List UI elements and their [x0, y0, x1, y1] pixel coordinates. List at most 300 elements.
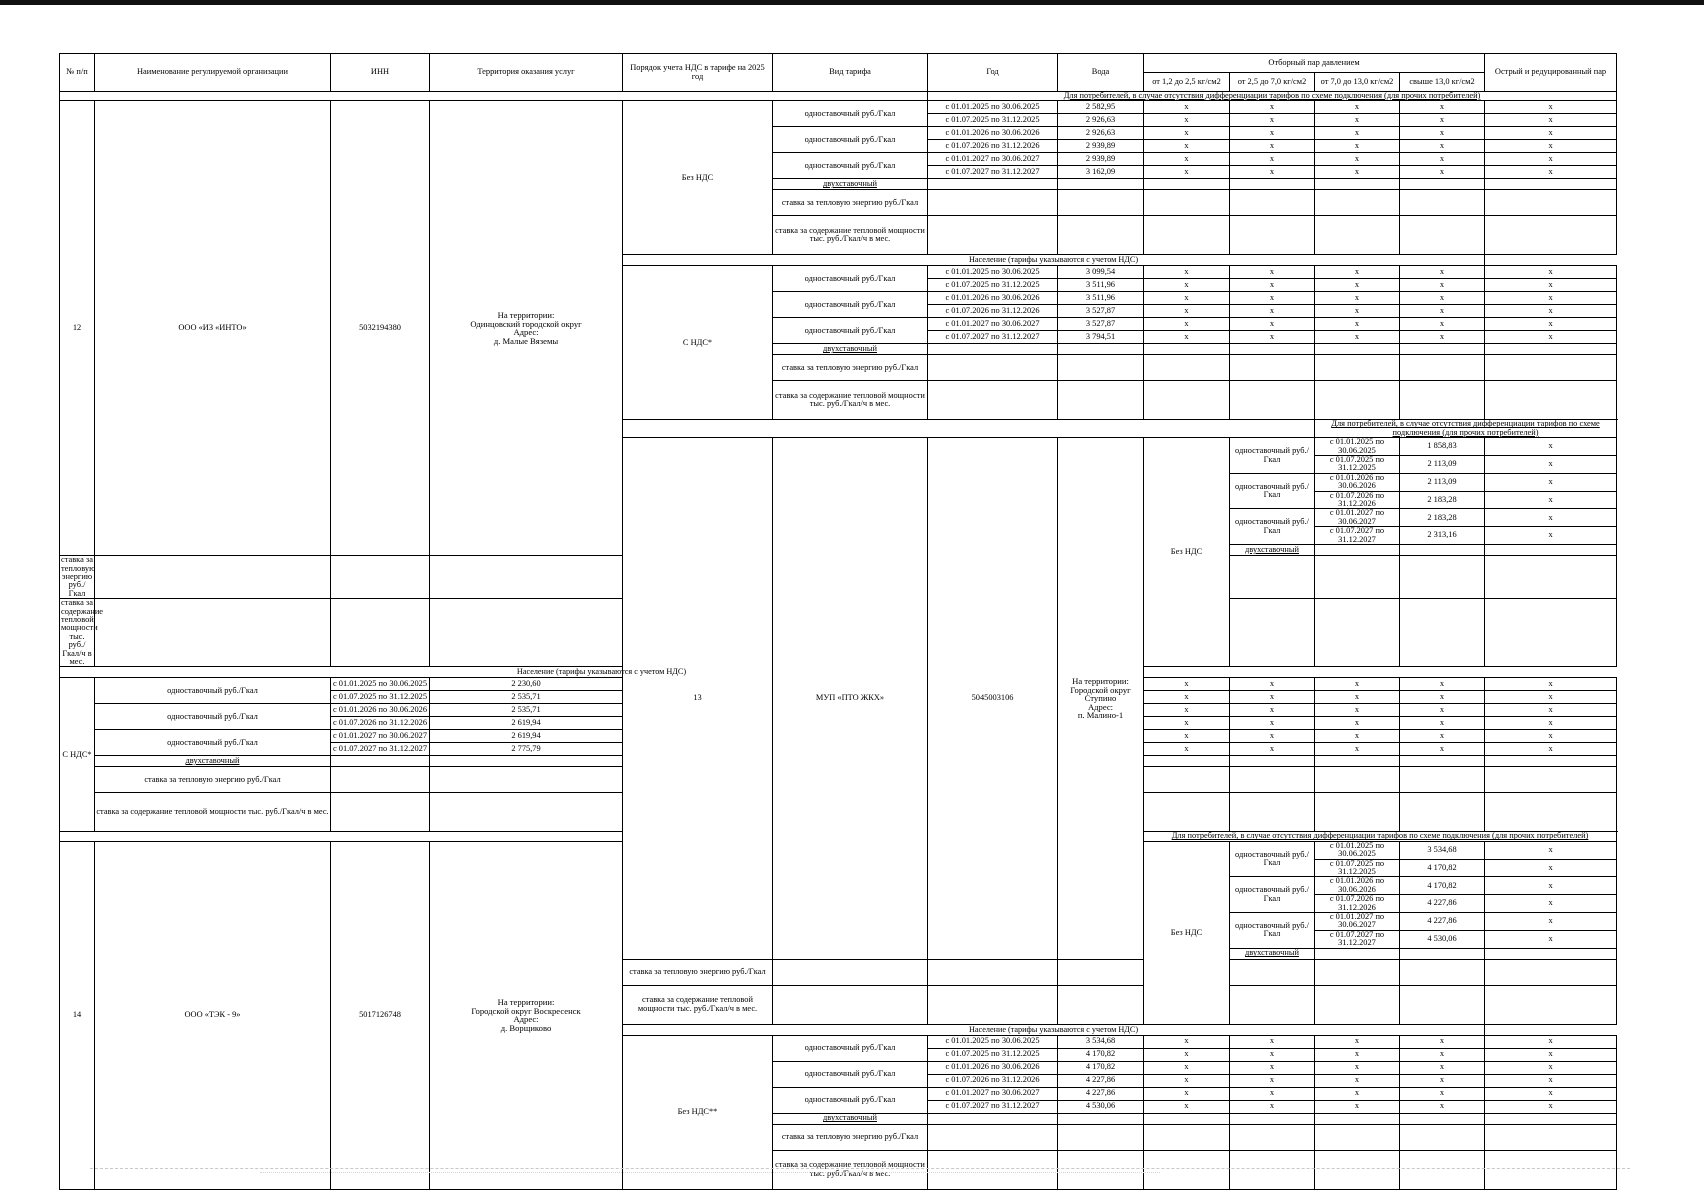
tariff-table — [59, 53, 1617, 1190]
empty-cell — [1230, 179, 1315, 190]
col-header-num: № п/п — [60, 54, 95, 92]
x-mark: х — [1400, 1061, 1485, 1074]
water-value: 2 230,60 — [430, 678, 623, 691]
col-header-org: Наименование регулируемой организации — [95, 54, 331, 92]
x-mark: х — [1144, 166, 1230, 179]
x-mark: х — [1485, 1048, 1617, 1061]
x-mark: х — [1400, 717, 1485, 730]
empty-cell — [1400, 545, 1485, 556]
x-mark: х — [1315, 305, 1400, 318]
empty-cell — [1400, 190, 1485, 216]
empty-cell — [1400, 1113, 1485, 1124]
x-mark: х — [1400, 331, 1485, 344]
period-cell: с 01.01.2025 по 30.06.2025 — [331, 678, 430, 691]
x-mark: х — [1400, 279, 1485, 292]
empty-cell — [1230, 190, 1315, 216]
empty-cell — [1400, 355, 1485, 381]
separator-cell — [60, 92, 928, 101]
empty-cell — [928, 179, 1058, 190]
x-mark: х — [1315, 1087, 1400, 1100]
period-cell: с 01.07.2026 по 31.12.2026 — [331, 717, 430, 730]
period-cell: с 01.07.2025 по 31.12.2025 — [928, 114, 1058, 127]
water-value: 4 170,82 — [1400, 877, 1485, 895]
tariff-single: одноставочный руб./Гкал — [773, 1087, 928, 1113]
x-mark: х — [1400, 691, 1485, 704]
empty-cell — [1230, 1124, 1315, 1150]
period-cell: с 01.01.2025 по 30.06.2025 — [928, 1035, 1058, 1048]
empty-cell — [1400, 1124, 1485, 1150]
x-mark: х — [1230, 1035, 1315, 1048]
x-mark: х — [1485, 1035, 1617, 1048]
water-value: 4 170,82 — [1400, 859, 1485, 877]
water-value: 3 511,96 — [1058, 279, 1144, 292]
org-inn: 5017126748 — [331, 841, 430, 1189]
separator-row — [60, 92, 1617, 101]
empty-cell — [1485, 381, 1617, 420]
period-cell: с 01.07.2025 по 31.12.2025 — [928, 1048, 1058, 1061]
org-territory: На территории: Одинцовский городской округ Адрес: д. Малые Вяземы — [430, 101, 623, 556]
x-mark: х — [1485, 331, 1617, 344]
empty-cell — [1400, 216, 1485, 255]
empty-cell — [1485, 948, 1617, 959]
tariff-single: одноставочный руб./Гкал — [773, 101, 928, 127]
x-mark: х — [1144, 127, 1230, 140]
empty-cell — [1230, 556, 1315, 599]
empty-cell — [1144, 1113, 1230, 1124]
water-value: 3 099,54 — [1058, 266, 1144, 279]
x-mark: х — [1144, 678, 1230, 691]
tariff-energy-rate: ставка за тепловую энергию руб./Гкал — [773, 1124, 928, 1150]
empty-cell — [1315, 756, 1400, 767]
org-name: МУП «ПТО ЖКХ» — [773, 438, 928, 959]
x-mark: х — [1485, 913, 1617, 931]
x-mark: х — [1230, 266, 1315, 279]
col-header-pressure-2: от 2,5 до 7,0 кг/см2 — [1230, 73, 1315, 92]
x-mark: х — [1485, 456, 1617, 474]
empty-cell — [430, 793, 623, 832]
x-mark: х — [1485, 1100, 1617, 1113]
x-mark: х — [1485, 509, 1617, 527]
period-cell: с 01.01.2026 по 30.06.2026 — [928, 292, 1058, 305]
water-value: 3 527,87 — [1058, 318, 1144, 331]
period-cell: с 01.01.2026 по 30.06.2026 — [1315, 877, 1400, 895]
x-mark: х — [1315, 166, 1400, 179]
x-mark: х — [1230, 114, 1315, 127]
vat-order: Без НДС — [1144, 841, 1230, 1024]
empty-cell — [331, 556, 430, 599]
section-header-population: Население (тарифы указываются с учетом НДС) — [623, 1024, 1485, 1035]
empty-cell — [1058, 344, 1144, 355]
tariff-energy-rate: ставка за тепловую энергию руб./Гкал — [773, 355, 928, 381]
empty-cell — [430, 556, 623, 599]
empty-cell — [1485, 556, 1617, 599]
tariff-capacity-rate: ставка за содержание тепловой мощности тыс. руб./Гкал/ч в мес. — [95, 793, 331, 832]
separator-row — [60, 832, 1617, 841]
empty-cell — [928, 344, 1058, 355]
empty-cell — [1485, 545, 1617, 556]
period-cell: с 01.07.2027 по 31.12.2027 — [928, 1100, 1058, 1113]
empty-cell — [928, 1113, 1058, 1124]
empty-cell — [1144, 1124, 1230, 1150]
org-inn: 5032194380 — [331, 101, 430, 556]
vat-order: С НДС* — [623, 266, 773, 420]
x-mark: х — [1400, 730, 1485, 743]
x-mark: х — [1485, 704, 1617, 717]
water-value: 3 511,96 — [1058, 292, 1144, 305]
empty-cell — [1400, 344, 1485, 355]
water-value: 2 535,71 — [430, 691, 623, 704]
x-mark: х — [1144, 1035, 1230, 1048]
x-mark: х — [1230, 331, 1315, 344]
x-mark: х — [1485, 166, 1617, 179]
x-mark: х — [1485, 292, 1617, 305]
empty-cell — [1315, 190, 1400, 216]
x-mark: х — [1400, 1048, 1485, 1061]
empty-cell — [1315, 216, 1400, 255]
empty-cell — [928, 190, 1058, 216]
x-mark: х — [1485, 841, 1617, 859]
x-mark: х — [1485, 717, 1617, 730]
col-header-territory: Территория оказания услуг — [430, 54, 623, 92]
water-value: 2 113,09 — [1400, 473, 1485, 491]
empty-cell — [1230, 355, 1315, 381]
water-value: 1 858,83 — [1400, 438, 1485, 456]
org-number: 13 — [623, 438, 773, 959]
period-cell: с 01.07.2027 по 31.12.2027 — [1315, 930, 1400, 948]
empty-cell — [1485, 599, 1617, 667]
section-header-population: Население (тарифы указываются с учетом НДС) — [623, 255, 1485, 266]
x-mark: х — [1144, 101, 1230, 114]
x-mark: х — [1485, 1074, 1617, 1087]
empty-cell — [1315, 985, 1400, 1024]
tariff-single: одноставочный руб./Гкал — [1230, 913, 1315, 949]
x-mark: х — [1144, 704, 1230, 717]
tariff-energy-rate: ставка за тепловую энергию руб./Гкал — [61, 555, 96, 598]
tariff-two-part: двухставочный — [95, 756, 331, 767]
empty-cell — [1400, 556, 1485, 599]
period-cell: с 01.01.2027 по 30.06.2027 — [928, 153, 1058, 166]
x-mark: х — [1485, 305, 1617, 318]
water-value: 4 227,86 — [1058, 1074, 1144, 1087]
period-cell: с 01.07.2026 по 31.12.2026 — [928, 1074, 1058, 1087]
x-mark: х — [1230, 166, 1315, 179]
empty-cell — [1315, 1113, 1400, 1124]
period-cell: с 01.07.2027 по 31.12.2027 — [928, 331, 1058, 344]
empty-cell — [928, 355, 1058, 381]
empty-cell — [1230, 1113, 1315, 1124]
empty-cell — [95, 599, 331, 667]
col-header-water: Вода — [1058, 54, 1144, 92]
water-value: 2 775,79 — [430, 743, 623, 756]
empty-cell — [1058, 985, 1144, 1024]
period-cell: с 01.01.2026 по 30.06.2026 — [928, 127, 1058, 140]
org-inn: 5045003106 — [928, 438, 1058, 959]
x-mark: х — [1485, 127, 1617, 140]
empty-cell — [1315, 381, 1400, 420]
empty-cell — [1230, 767, 1315, 793]
empty-cell — [1144, 793, 1230, 832]
water-value: 2 582,95 — [1058, 101, 1144, 114]
period-cell: с 01.01.2027 по 30.06.2027 — [928, 1087, 1058, 1100]
population-header-row — [60, 667, 1617, 678]
empty-cell — [1485, 793, 1617, 832]
tariff-single: одноставочный руб./Гкал — [773, 1061, 928, 1087]
x-mark: х — [1400, 266, 1485, 279]
period-cell: с 01.01.2025 по 30.06.2025 — [1315, 841, 1400, 859]
x-mark: х — [1144, 266, 1230, 279]
x-mark: х — [1144, 743, 1230, 756]
empty-cell — [1144, 190, 1230, 216]
tariff-single: одноставочный руб./Гкал — [1230, 841, 1315, 877]
col-header-pressure-1: от 1,2 до 2,5 кг/см2 — [1144, 73, 1230, 92]
x-mark: х — [1144, 691, 1230, 704]
tariff-single: одноставочный руб./Гкал — [773, 1035, 928, 1061]
tariff-single: одноставочный руб./Гкал — [773, 266, 928, 292]
x-mark: х — [1485, 318, 1617, 331]
empty-cell — [1315, 948, 1400, 959]
empty-cell — [1144, 767, 1230, 793]
x-mark: х — [1400, 140, 1485, 153]
tariff-capacity-rate: ставка за содержание тепловой мощности тыс. руб./Гкал/ч в мес. — [623, 985, 773, 1024]
x-mark: х — [1315, 127, 1400, 140]
empty-cell — [1144, 216, 1230, 255]
empty-cell — [1058, 1124, 1144, 1150]
empty-cell — [928, 959, 1058, 985]
vat-order: Без НДС** — [623, 1035, 773, 1189]
empty-cell — [1485, 344, 1617, 355]
water-value: 3 527,87 — [1058, 305, 1144, 318]
tariff-single: одноставочный руб./Гкал — [95, 704, 331, 730]
x-mark: х — [1485, 930, 1617, 948]
empty-cell — [1400, 599, 1485, 667]
period-cell: с 01.01.2027 по 30.06.2027 — [1315, 509, 1400, 527]
tariff-single: одноставочный руб./Гкал — [773, 292, 928, 318]
tariff-single: одноставочный руб./Гкал — [1230, 877, 1315, 913]
col-header-pressure-4: свыше 13,0 кг/см2 — [1400, 73, 1485, 92]
x-mark: х — [1144, 1087, 1230, 1100]
x-mark: х — [1485, 279, 1617, 292]
x-mark: х — [1400, 166, 1485, 179]
x-mark: х — [1144, 318, 1230, 331]
x-mark: х — [1315, 1048, 1400, 1061]
empty-cell — [928, 381, 1058, 420]
empty-cell — [1485, 190, 1617, 216]
x-mark: х — [1315, 1061, 1400, 1074]
x-mark: х — [1144, 1100, 1230, 1113]
tariff-single: одноставочный руб./Гкал — [773, 127, 928, 153]
vat-order: Без НДС — [1144, 438, 1230, 667]
period-cell: с 01.01.2025 по 30.06.2025 — [928, 101, 1058, 114]
period-cell: с 01.07.2027 по 31.12.2027 — [928, 166, 1058, 179]
x-mark: х — [1485, 114, 1617, 127]
empty-cell — [773, 959, 928, 985]
empty-cell — [1400, 179, 1485, 190]
empty-cell — [1400, 381, 1485, 420]
period-cell: с 01.07.2025 по 31.12.2025 — [331, 691, 430, 704]
x-mark: х — [1400, 743, 1485, 756]
empty-cell — [430, 767, 623, 793]
x-mark: х — [1144, 153, 1230, 166]
x-mark: х — [1230, 1061, 1315, 1074]
empty-cell — [1485, 767, 1617, 793]
empty-cell — [1230, 344, 1315, 355]
tariff-single: одноставочный руб./Гкал — [773, 153, 928, 179]
tariff-two-part: двухставочный — [773, 344, 928, 355]
empty-cell — [331, 793, 430, 832]
period-cell: с 01.07.2025 по 31.12.2025 — [1315, 456, 1400, 474]
org-name: ООО «ИЗ «ИНТО» — [95, 101, 331, 556]
x-mark: х — [1230, 153, 1315, 166]
x-mark: х — [1400, 1074, 1485, 1087]
x-mark: х — [1144, 279, 1230, 292]
x-mark: х — [1144, 292, 1230, 305]
empty-cell — [1315, 344, 1400, 355]
x-mark: х — [1485, 877, 1617, 895]
empty-cell — [1400, 767, 1485, 793]
water-value: 3 162,09 — [1058, 166, 1144, 179]
x-mark: х — [1144, 140, 1230, 153]
x-mark: х — [1230, 127, 1315, 140]
tariff-energy-rate: ставка за тепловую энергию руб./Гкал — [623, 959, 773, 985]
empty-cell — [1485, 216, 1617, 255]
period-cell: с 01.01.2025 по 30.06.2025 — [1315, 438, 1400, 456]
x-mark: х — [1144, 717, 1230, 730]
vat-order: Без НДС — [623, 101, 773, 255]
water-value: 2 535,71 — [430, 704, 623, 717]
water-value: 3 534,68 — [1058, 1035, 1144, 1048]
table-row — [60, 101, 1617, 114]
x-mark: х — [1230, 101, 1315, 114]
tariff-capacity-rate: ставка за содержание тепловой мощности тыс. руб./Гкал/ч в мес. — [773, 216, 928, 255]
x-mark: х — [1400, 1100, 1485, 1113]
water-value: 2 926,63 — [1058, 114, 1144, 127]
scan-artifact-line — [90, 1168, 1630, 1170]
period-cell: с 01.01.2027 по 30.06.2027 — [928, 318, 1058, 331]
water-value: 2 926,63 — [1058, 127, 1144, 140]
x-mark: х — [1315, 292, 1400, 305]
x-mark: х — [1230, 691, 1315, 704]
empty-cell — [1058, 216, 1144, 255]
x-mark: х — [1315, 730, 1400, 743]
x-mark: х — [1315, 318, 1400, 331]
x-mark: х — [1400, 318, 1485, 331]
empty-cell — [1315, 545, 1400, 556]
water-value: 4 227,86 — [1058, 1087, 1144, 1100]
empty-cell — [1058, 381, 1144, 420]
period-cell: с 01.01.2025 по 30.06.2025 — [928, 266, 1058, 279]
col-header-steam-group: Отборный пар давлением — [1144, 54, 1485, 73]
x-mark: х — [1315, 331, 1400, 344]
empty-cell — [1315, 767, 1400, 793]
separator-cell — [623, 420, 1315, 438]
x-mark: х — [1230, 743, 1315, 756]
x-mark: х — [1400, 114, 1485, 127]
x-mark: х — [1315, 266, 1400, 279]
empty-cell — [1315, 959, 1400, 985]
empty-cell — [1485, 756, 1617, 767]
org-territory: На территории: Городской округ Воскресенск Адрес: д. Ворщиково — [430, 841, 623, 1189]
x-mark: х — [1400, 292, 1485, 305]
empty-cell — [1144, 344, 1230, 355]
tariff-capacity-rate: ставка за содержание тепловой мощности тыс. руб./Гкал/ч в мес. — [773, 381, 928, 420]
empty-cell — [1400, 959, 1485, 985]
water-value: 2 113,09 — [1400, 456, 1485, 474]
x-mark: х — [1485, 527, 1617, 545]
x-mark: х — [1485, 140, 1617, 153]
water-value: 2 939,89 — [1058, 153, 1144, 166]
x-mark: х — [1230, 279, 1315, 292]
empty-cell — [430, 599, 623, 667]
water-value: 2 619,94 — [430, 730, 623, 743]
x-mark: х — [1144, 1048, 1230, 1061]
empty-cell — [928, 985, 1058, 1024]
col-header-year: Год — [928, 54, 1058, 92]
water-value: 2 939,89 — [1058, 140, 1144, 153]
empty-cell — [1058, 959, 1144, 985]
x-mark: х — [1485, 153, 1617, 166]
x-mark: х — [1485, 678, 1617, 691]
period-cell: с 01.07.2027 по 31.12.2027 — [1315, 527, 1400, 545]
empty-cell — [1400, 948, 1485, 959]
x-mark: х — [1315, 153, 1400, 166]
x-mark: х — [1144, 114, 1230, 127]
empty-cell — [1315, 556, 1400, 599]
x-mark: х — [1315, 743, 1400, 756]
period-cell: с 01.07.2025 по 31.12.2025 — [928, 279, 1058, 292]
empty-cell — [1230, 959, 1315, 985]
water-value: 4 227,86 — [1400, 895, 1485, 913]
x-mark: х — [1230, 318, 1315, 331]
x-mark: х — [1400, 127, 1485, 140]
water-value: 4 530,06 — [1058, 1100, 1144, 1113]
x-mark: х — [1485, 266, 1617, 279]
x-mark: х — [1485, 743, 1617, 756]
x-mark: х — [1485, 895, 1617, 913]
period-cell: с 01.01.2026 по 30.06.2026 — [928, 1061, 1058, 1074]
tariff-single: одноставочный руб./Гкал — [1230, 473, 1315, 509]
period-cell: с 01.01.2027 по 30.06.2027 — [1315, 913, 1400, 931]
x-mark: х — [1485, 730, 1617, 743]
x-mark: х — [1230, 1087, 1315, 1100]
empty-cell — [1058, 190, 1144, 216]
section-header-other: Для потребителей, в случае отсутствия дифференциации тарифов по схеме подключения (для прочих потребителей) — [1144, 832, 1617, 841]
org-name: ООО «ТЭК - 9» — [95, 841, 331, 1189]
empty-cell — [1058, 179, 1144, 190]
water-value: 4 170,82 — [1058, 1048, 1144, 1061]
x-mark: х — [1315, 691, 1400, 704]
x-mark: х — [1315, 140, 1400, 153]
empty-cell — [1315, 1124, 1400, 1150]
period-cell: с 01.07.2027 по 31.12.2027 — [331, 743, 430, 756]
empty-cell — [331, 767, 430, 793]
x-mark: х — [1485, 1061, 1617, 1074]
period-cell: с 01.07.2026 по 31.12.2026 — [1315, 491, 1400, 509]
x-mark: х — [1400, 704, 1485, 717]
period-cell: с 01.01.2027 по 30.06.2027 — [331, 730, 430, 743]
empty-cell — [928, 216, 1058, 255]
x-mark: х — [1144, 1061, 1230, 1074]
x-mark: х — [1144, 1074, 1230, 1087]
empty-cell — [1230, 381, 1315, 420]
period-cell: с 01.01.2026 по 30.06.2026 — [1315, 473, 1400, 491]
x-mark: х — [1400, 101, 1485, 114]
x-mark: х — [1230, 717, 1315, 730]
tariff-single: одноставочный руб./Гкал — [773, 318, 928, 344]
org-number: 14 — [60, 841, 95, 1189]
empty-cell — [1058, 355, 1144, 381]
x-mark: х — [1230, 292, 1315, 305]
x-mark: х — [1315, 717, 1400, 730]
